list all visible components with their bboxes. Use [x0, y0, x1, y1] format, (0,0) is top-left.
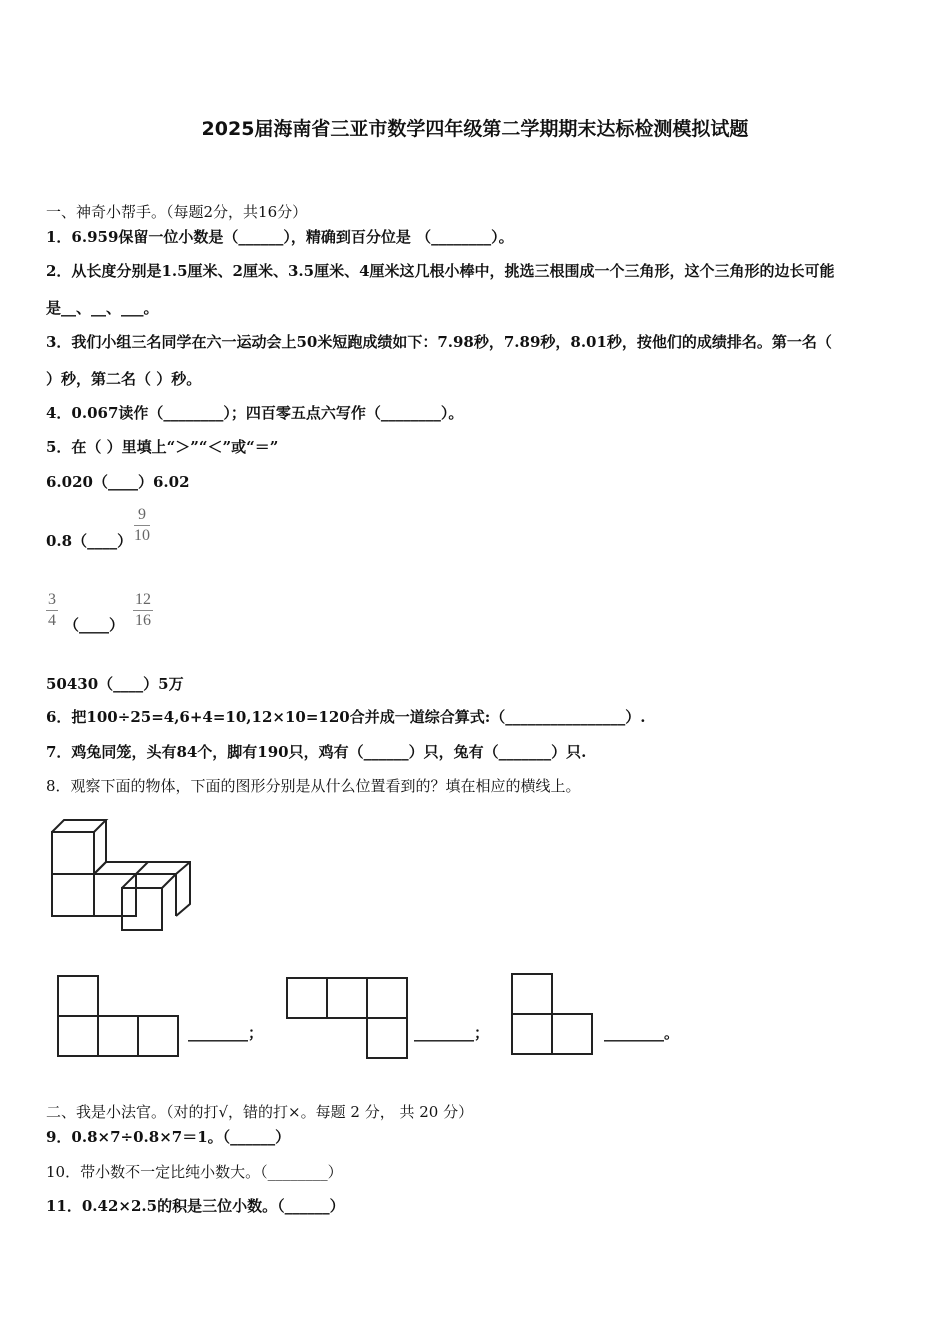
question-5: 5．在（ ）里填上“＞”“＜”或“＝” [46, 438, 279, 456]
question-1: 1．6.959保留一位小数是（______），精确到百分位是 （________）。 [46, 228, 514, 246]
view-3-answer-blank[interactable]: ________。 [604, 1024, 680, 1042]
page-title: 2025届海南省三亚市数学四年级第二学期期末达标检测模拟试题 [201, 118, 749, 140]
section1-heading: 一、神奇小帮手。（每题2分，共16分） [46, 203, 308, 221]
view-2-answer-blank[interactable]: ________； [414, 1024, 490, 1042]
numerator: 3 [46, 590, 58, 611]
view-1-answer-blank[interactable]: ________； [188, 1024, 264, 1042]
question-3-line1: 3．我们小组三名同学在六一运动会上50米短跑成绩如下：7.98秒，7.89秒，8.01秒，按他们的成绩排名。第一名（ [46, 333, 832, 351]
view-1 [58, 976, 178, 1056]
denominator: 10 [134, 527, 150, 544]
denominator: 16 [135, 612, 151, 629]
section2-heading: 二、我是小法官。（对的打√，错的打×。每题 2 分， 共 20 分） [46, 1103, 474, 1121]
question-5a: 6.020（____）6.02 [46, 473, 190, 491]
question-4: 4．0.067读作（________）；四百零五点六写作（________）。 [46, 404, 464, 422]
question-5d: 50430（____）5万 [46, 675, 184, 693]
question-5b: 0.8（____） [46, 532, 133, 550]
question-7: 7．鸡兔同笼，头有84个，脚有190只，鸡有（______）只，兔有（_______）只. [46, 743, 587, 761]
question-11: 11．0.42×2.5的积是三位小数。（______） [46, 1197, 345, 1215]
question-2-line2: 是__、__、___。 [46, 299, 159, 317]
numerator: 9 [134, 505, 150, 526]
denominator: 4 [48, 612, 56, 629]
question-10: 10．带小数不一定比纯小数大。（________） [46, 1163, 343, 1181]
question-8: 8．观察下面的物体，下面的图形分别是从什么位置看到的？填在相应的横线上。 [46, 777, 581, 795]
numerator: 12 [133, 590, 153, 611]
question-6: 6．把100÷25=4,6+4=10,12×10=120合并成一道综合算式:（________________）. [46, 708, 646, 726]
question-3-line2: ）秒，第二名（ ）秒。 [46, 370, 202, 388]
view-3 [512, 974, 592, 1054]
question-9: 9．0.8×7÷0.8×7＝1。（______） [46, 1128, 291, 1146]
question-5c: （____） [64, 616, 125, 634]
view-2 [287, 978, 407, 1058]
cube-object-figure [52, 820, 190, 930]
question-2-line1: 2．从长度分别是1.5厘米、2厘米、3.5厘米、4厘米这几根小棒中，挑选三根围成一个三角形，这个三角形的边长可能 [46, 262, 835, 280]
